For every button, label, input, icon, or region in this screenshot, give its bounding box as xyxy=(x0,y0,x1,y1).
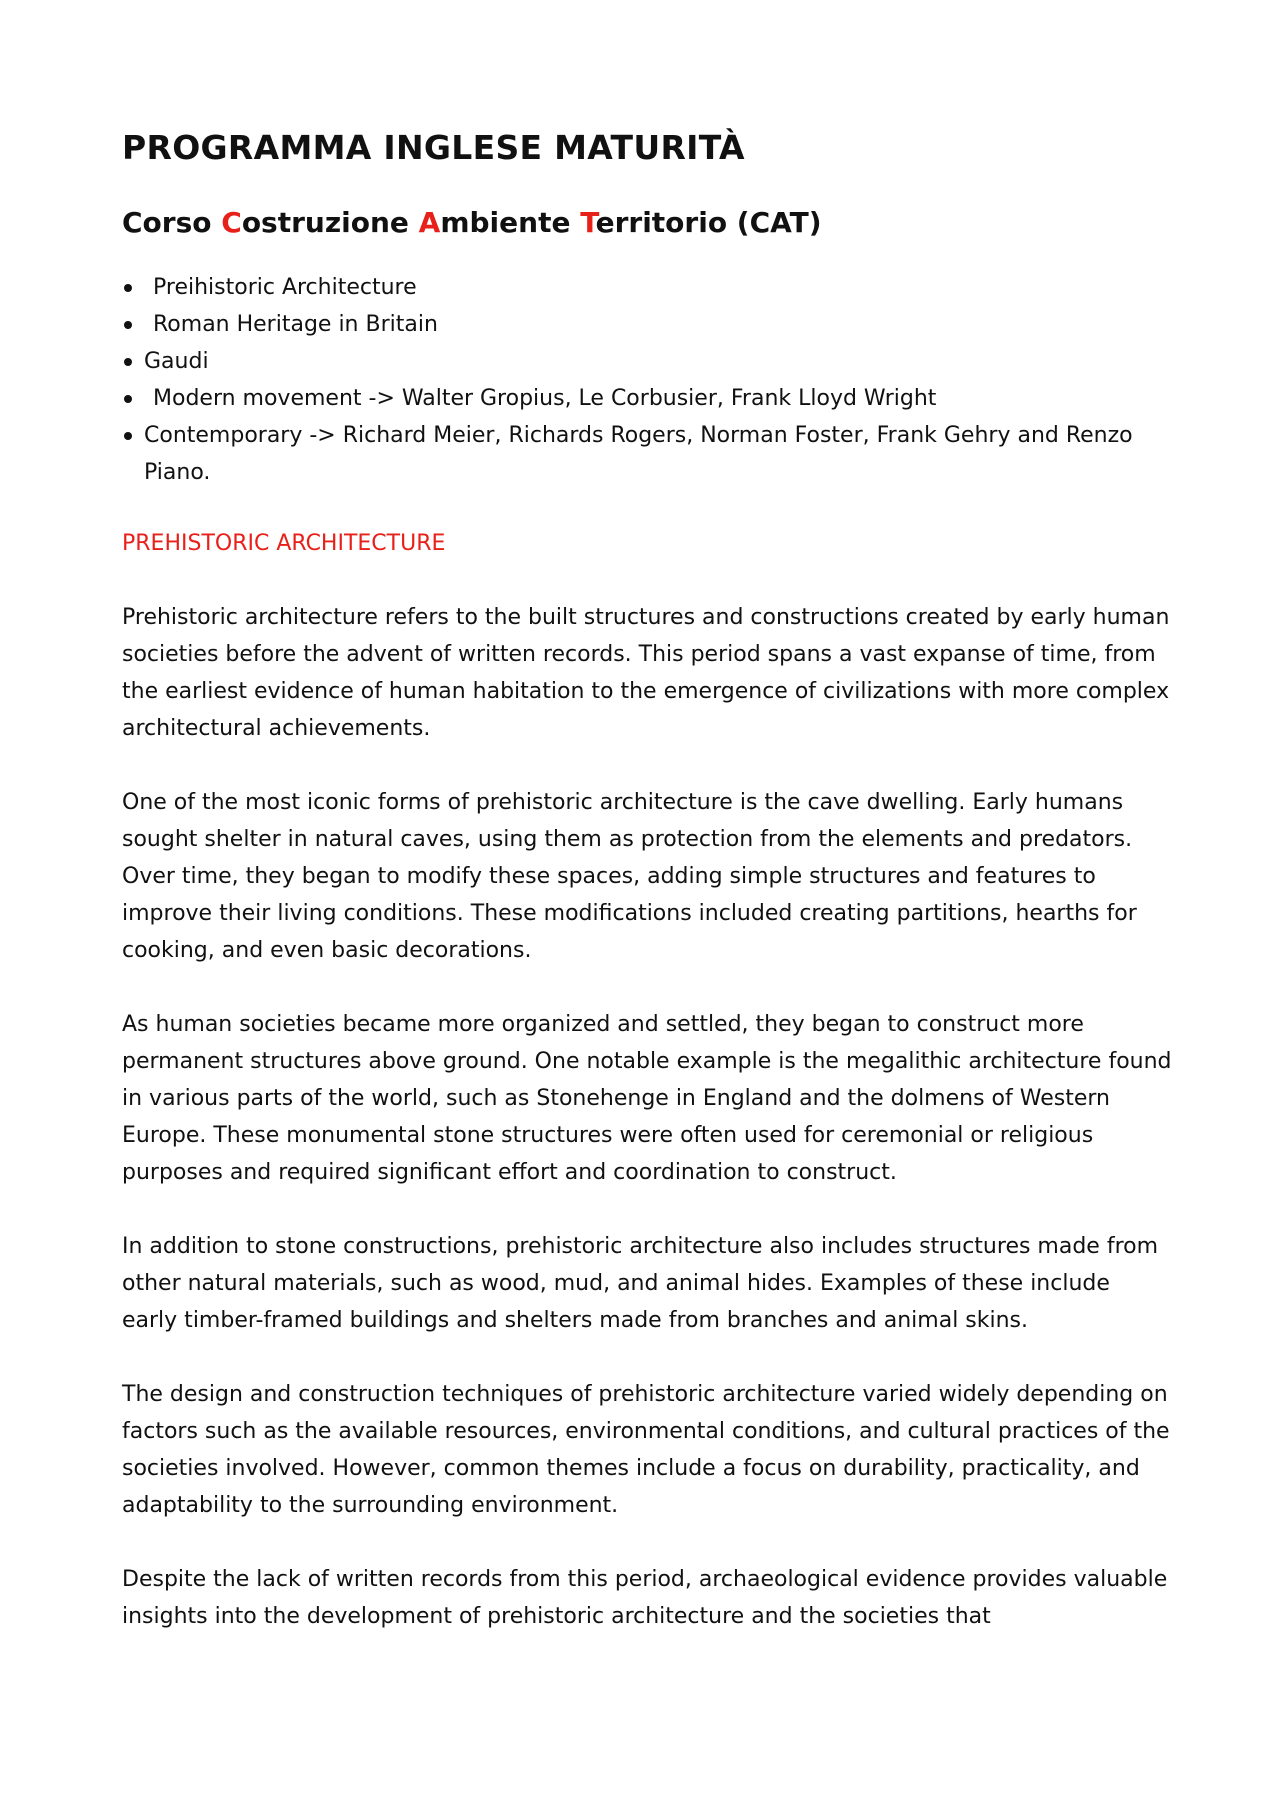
subtitle-rest: erritorio (CAT) xyxy=(595,206,822,239)
subtitle-word xyxy=(221,206,418,239)
list-item xyxy=(122,269,1172,306)
list-item xyxy=(122,380,1172,417)
paragraph: In addition to stone constructions, prehistoric architecture also includes structures made from other natural materials, such as wood, mud, and animal hides. Examples of these include early timber-framed buildings and shelters made from branches and animal skins. xyxy=(122,1234,1159,1333)
subtitle-word xyxy=(580,206,821,239)
subtitle-initial: A xyxy=(418,206,441,239)
subtitle-rest: ostruzione xyxy=(241,206,419,239)
paragraph: One of the most iconic forms of prehistoric architecture is the cave dwelling. Early humans sought shelter in natural caves, using them as protection from the elements and predators. Over time, they began to modify these spaces, adding simple structures and features to improve their living conditions. These modifications included creating partitions, hearths for cooking, and even basic decorations. xyxy=(122,790,1137,963)
subtitle-initial: T xyxy=(580,206,596,239)
list-item-text: Gaudi xyxy=(144,349,209,374)
list-item xyxy=(122,306,1172,343)
subtitle-initial: C xyxy=(221,206,242,239)
subtitle-rest: Corso xyxy=(122,206,222,239)
list-item-text: Modern movement -> Walter Gropius, Le Corbusier, Frank Lloyd Wright xyxy=(153,386,937,411)
list-item xyxy=(122,343,1172,380)
subtitle-word xyxy=(419,206,581,239)
list-item-text: Contemporary -> Richard Meier, Richards Rogers, Norman Foster, Frank Gehry and Renzo Piano. xyxy=(144,423,1133,485)
course-subtitle xyxy=(122,203,1172,243)
bullet-icon xyxy=(124,395,132,403)
section-heading: PREHISTORIC ARCHITECTURE xyxy=(122,531,446,556)
topic-list xyxy=(122,269,1172,491)
list-item xyxy=(122,417,1172,491)
subtitle-rest: mbiente xyxy=(440,206,581,239)
paragraph: Despite the lack of written records from this period, archaeological evidence provides valuable insights into the development of prehistoric architecture and the societies that xyxy=(122,1567,1168,1629)
bullet-icon xyxy=(124,432,132,440)
list-item-text: Preihistoric Architecture xyxy=(153,275,417,300)
bullet-icon xyxy=(124,284,132,292)
bullet-icon xyxy=(124,358,132,366)
page-title: PROGRAMMA INGLESE MATURITÀ xyxy=(122,128,745,167)
bullet-icon xyxy=(124,321,132,329)
paragraph: The design and construction techniques of prehistoric architecture varied widely depending on factors such as the available resources, environmental conditions, and cultural practices of the societies involved. However, common themes include a focus on durability, practicality, and adaptability to the surrounding environment. xyxy=(122,1382,1170,1518)
list-item-text: Roman Heritage in Britain xyxy=(153,312,438,337)
subtitle-word xyxy=(122,206,221,239)
document-body xyxy=(122,125,1172,1635)
paragraph: Prehistoric architecture refers to the built structures and constructions created by early human societies before the advent of written records. This period spans a vast expanse of time, from the earliest evidence of human habitation to the emergence of civilizations with more complex architectural achievements. xyxy=(122,605,1170,741)
paragraph: As human societies became more organized and settled, they began to construct more permanent structures above ground. One notable example is the megalithic architecture found in various parts of the world, such as Stonehenge in England and the dolmens of Western Europe. These monumental stone structures were often used for ceremonial or religious purposes and required significant effort and coordination to construct. xyxy=(122,1012,1172,1185)
